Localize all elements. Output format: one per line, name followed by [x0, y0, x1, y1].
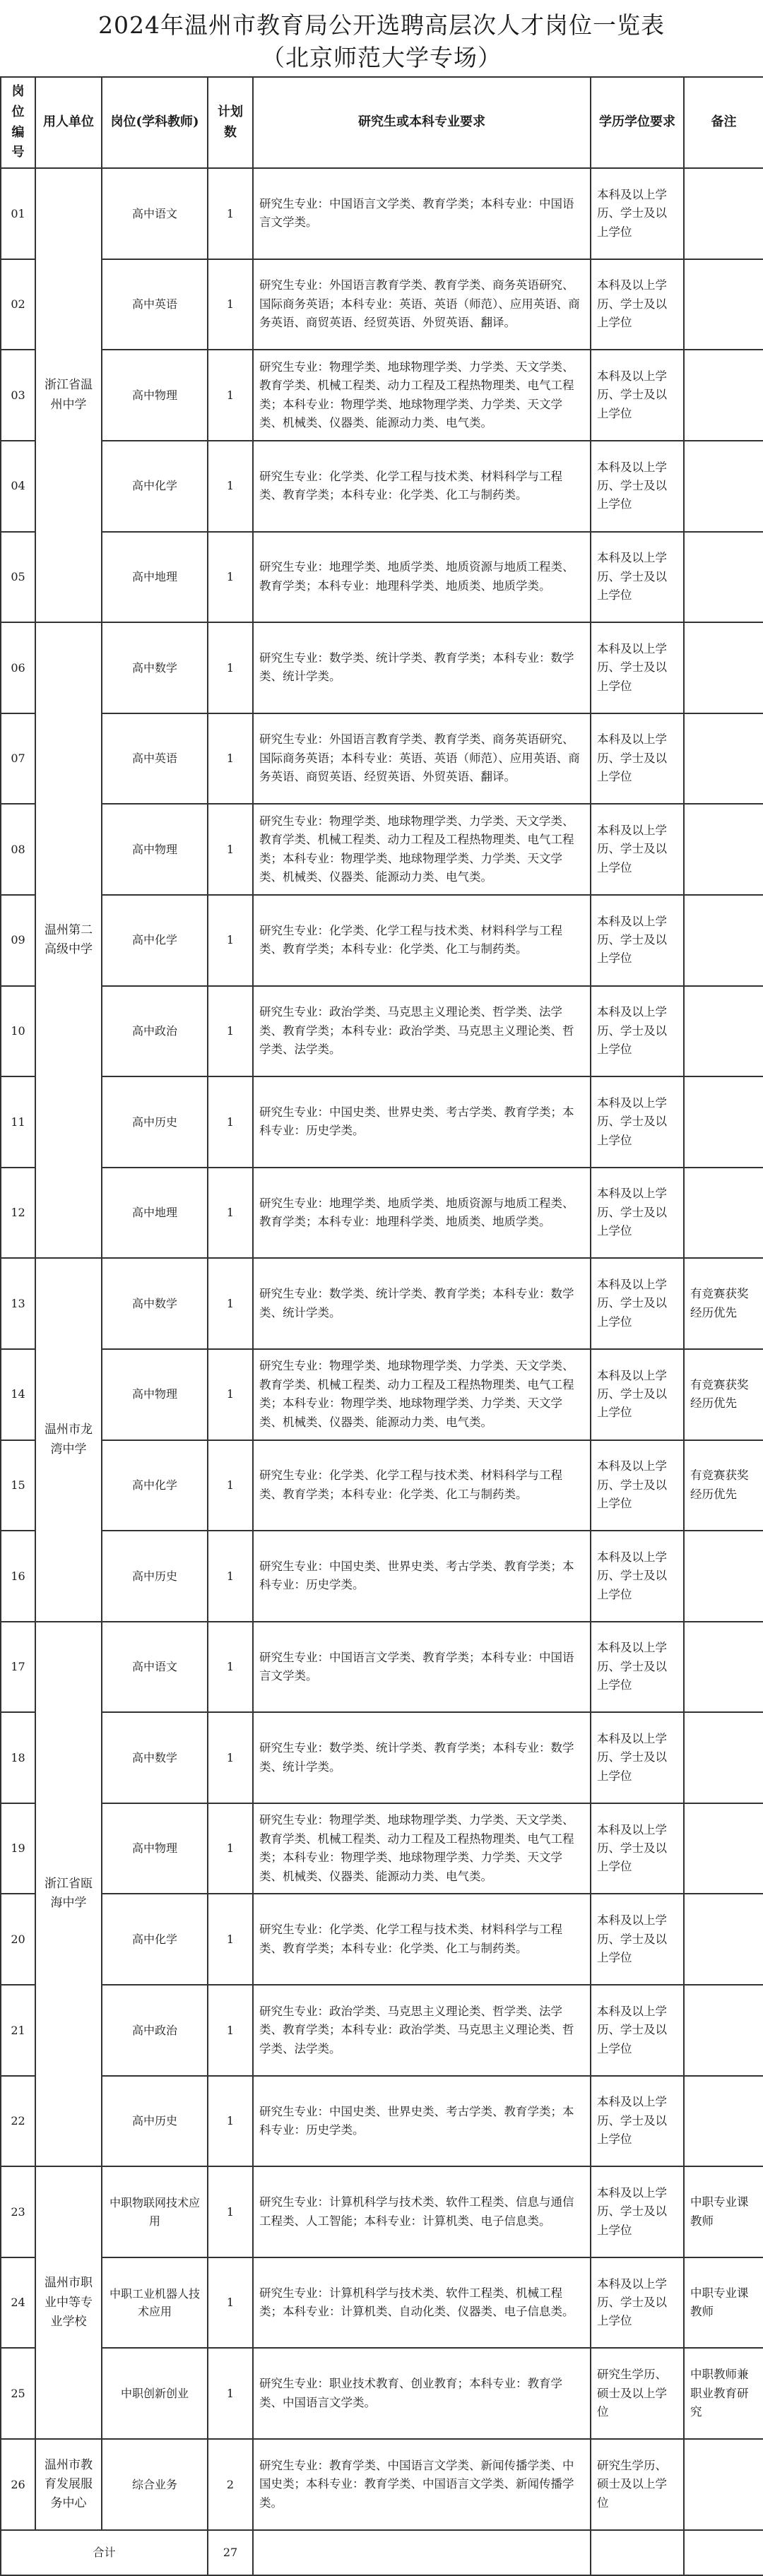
education-requirements: 本科及以上学历、学士及以上学位: [591, 1803, 684, 1894]
plan-count: 1: [208, 1803, 253, 1894]
plan-count: 1: [208, 1440, 253, 1531]
total-empty-edu: [591, 2530, 684, 2575]
position-subject: 高中数学: [102, 1712, 208, 1803]
table-row: [1, 1440, 763, 1531]
position-code: 08: [1, 804, 35, 895]
position-code: 20: [1, 1894, 35, 1985]
major-requirements: 研究生专业：数学类、统计学类、教育学类；本科专业：数学类、统计学类。: [253, 622, 591, 713]
plan-count: 1: [208, 1894, 253, 1985]
table-row: [1, 2166, 763, 2257]
position-subject: 中职创新创业: [102, 2348, 208, 2439]
position-subject: 综合业务: [102, 2439, 208, 2530]
table-header-row: [1, 77, 763, 168]
education-requirements: 本科及以上学历、学士及以上学位: [591, 804, 684, 895]
education-requirements: 本科及以上学历、学士及以上学位: [591, 986, 684, 1077]
remarks: [684, 1622, 763, 1713]
table-row: [1, 1349, 763, 1440]
table-row: [1, 1803, 763, 1894]
remarks: [684, 1894, 763, 1985]
major-requirements: 研究生专业：地理学类、地质学类、地质资源与地质工程类、教育学类；本科专业：地理科学类、地质类、地质学类。: [253, 1168, 591, 1259]
position-subject: 高中政治: [102, 986, 208, 1077]
position-code: 05: [1, 532, 35, 623]
plan-count: 1: [208, 986, 253, 1077]
employer-unit: 温州第二高级中学: [35, 622, 102, 1258]
plan-count: 1: [208, 1349, 253, 1440]
education-requirements: 本科及以上学历、学士及以上学位: [591, 259, 684, 350]
employer-unit: 温州市职业中等专业学校: [35, 2166, 102, 2439]
remarks: [684, 895, 763, 986]
education-requirements: 本科及以上学历、学士及以上学位: [591, 1168, 684, 1259]
major-requirements: 研究生专业：外国语言教育学类、教育学类、商务英语研究、国际商务英语；本科专业：英语、英语（师范）、应用英语、商务英语、商贸英语、经贸英语、外贸英语、翻译。: [253, 259, 591, 350]
education-requirements: 本科及以上学历、学士及以上学位: [591, 713, 684, 805]
position-code: 18: [1, 1712, 35, 1803]
education-requirements: 本科及以上学历、学士及以上学位: [591, 1076, 684, 1168]
table-row: [1, 2076, 763, 2167]
position-subject: 中职物联网技术应用: [102, 2166, 208, 2257]
major-requirements: 研究生专业：地理学类、地质学类、地质资源与地质工程类、教育学类；本科专业：地理科学类、地质类、地质学类。: [253, 532, 591, 623]
header-education: 学历学位要求: [591, 77, 684, 168]
plan-count: 1: [208, 713, 253, 805]
header-count: 计划数: [208, 77, 253, 168]
employer-unit: 浙江省温州中学: [35, 168, 102, 622]
employer-unit: 温州市教育发展服务中心: [35, 2439, 102, 2530]
plan-count: 1: [208, 532, 253, 623]
education-requirements: 本科及以上学历、学士及以上学位: [591, 350, 684, 441]
position-code: 14: [1, 1349, 35, 1440]
education-requirements: 本科及以上学历、学士及以上学位: [591, 1894, 684, 1985]
plan-count: 1: [208, 1168, 253, 1259]
position-code: 24: [1, 2257, 35, 2349]
remarks: [684, 532, 763, 623]
major-requirements: 研究生专业：化学类、化学工程与技术类、材料科学与工程类、教育学类；本科专业：化学类、化工与制药类。: [253, 1440, 591, 1531]
education-requirements: 本科及以上学历、学士及以上学位: [591, 1440, 684, 1531]
position-code: 12: [1, 1168, 35, 1259]
major-requirements: 研究生专业：化学类、化学工程与技术类、材料科学与工程类、教育学类；本科专业：化学类、化工与制药类。: [253, 895, 591, 986]
plan-count: 2: [208, 2439, 253, 2530]
remarks: [684, 1712, 763, 1803]
table-row: [1, 259, 763, 350]
position-subject: 高中物理: [102, 804, 208, 895]
education-requirements: 本科及以上学历、学士及以上学位: [591, 1258, 684, 1349]
position-code: 17: [1, 1622, 35, 1713]
position-subject: 高中数学: [102, 622, 208, 713]
position-code: 07: [1, 713, 35, 805]
position-subject: 高中历史: [102, 1076, 208, 1168]
position-subject: 高中地理: [102, 532, 208, 623]
employer-unit: 浙江省瓯海中学: [35, 1622, 102, 2167]
position-subject: 中职工业机器人技术应用: [102, 2257, 208, 2349]
major-requirements: 研究生专业：物理学类、地球物理学类、力学类、天文学类、教育学类、机械工程类、动力工程及工程热物理类、电气工程类；本科专业：物理学类、地球物理学类、力学类、天文学类、机械类、仪器类、能源动力类、电气类。: [253, 350, 591, 441]
plan-count: 1: [208, 895, 253, 986]
total-label: 合计: [1, 2530, 208, 2575]
education-requirements: 本科及以上学历、学士及以上学位: [591, 2166, 684, 2257]
position-subject: 高中历史: [102, 1531, 208, 1622]
education-requirements: 本科及以上学历、学士及以上学位: [591, 1622, 684, 1713]
position-code: 13: [1, 1258, 35, 1349]
table-body: [1, 168, 763, 2529]
major-requirements: 研究生专业：中国语言文学类、教育学类；本科专业：中国语言文学类。: [253, 1622, 591, 1713]
total-count: 27: [208, 2530, 253, 2575]
remarks: 中职教师兼职业教育研究: [684, 2348, 763, 2439]
table-row: [1, 1985, 763, 2076]
position-code: 19: [1, 1803, 35, 1894]
table-row: [1, 350, 763, 441]
major-requirements: 研究生专业：政治学类、马克思主义理论类、哲学类、法学类、教育学类；本科专业：政治学类、马克思主义理论类、哲学类、法学类。: [253, 986, 591, 1077]
plan-count: 1: [208, 168, 253, 259]
table-row: [1, 713, 763, 805]
remarks: [684, 2076, 763, 2167]
plan-count: 1: [208, 1531, 253, 1622]
position-subject: 高中语文: [102, 1622, 208, 1713]
plan-count: 1: [208, 2257, 253, 2349]
plan-count: 1: [208, 1985, 253, 2076]
plan-count: 1: [208, 259, 253, 350]
table-row: [1, 1531, 763, 1622]
major-requirements: 研究生专业：化学类、化学工程与技术类、材料科学与工程类、教育学类；本科专业：化学类、化工与制药类。: [253, 1894, 591, 1985]
plan-count: 1: [208, 2348, 253, 2439]
position-code: 21: [1, 1985, 35, 2076]
education-requirements: 本科及以上学历、学士及以上学位: [591, 2257, 684, 2349]
plan-count: 1: [208, 1622, 253, 1713]
position-code: 16: [1, 1531, 35, 1622]
position-subject: 高中化学: [102, 1894, 208, 1985]
education-requirements: 本科及以上学历、学士及以上学位: [591, 1531, 684, 1622]
plan-count: 1: [208, 622, 253, 713]
major-requirements: 研究生专业：职业技术教育、创业教育；本科专业：教育学类、中国语言文学类。: [253, 2348, 591, 2439]
position-subject: 高中英语: [102, 259, 208, 350]
remarks: 中职专业课教师: [684, 2166, 763, 2257]
position-code: 15: [1, 1440, 35, 1531]
major-requirements: 研究生专业：中国史类、世界史类、考古学类、教育学类；本科专业：历史学类。: [253, 1076, 591, 1168]
page-title: 2024年温州市教育局公开选聘高层次人才岗位一览表: [98, 11, 665, 39]
table-row: [1, 804, 763, 895]
plan-count: 1: [208, 1258, 253, 1349]
position-subject: 高中政治: [102, 1985, 208, 2076]
position-subject: 高中物理: [102, 1349, 208, 1440]
title-block: [0, 0, 763, 83]
education-requirements: 本科及以上学历、学士及以上学位: [591, 1349, 684, 1440]
header-code: 岗位编号: [1, 77, 35, 168]
education-requirements: 本科及以上学历、学士及以上学位: [591, 441, 684, 532]
position-code: 10: [1, 986, 35, 1077]
remarks: 有竞赛获奖经历优先: [684, 1258, 763, 1349]
table-row: [1, 2439, 763, 2530]
position-subject: 高中数学: [102, 1258, 208, 1349]
position-code: 26: [1, 2439, 35, 2530]
position-subject: 高中地理: [102, 1168, 208, 1259]
plan-count: 1: [208, 441, 253, 532]
remarks: [684, 259, 763, 350]
education-requirements: 本科及以上学历、学士及以上学位: [591, 532, 684, 623]
remarks: 有竞赛获奖经历优先: [684, 1440, 763, 1531]
plan-count: 1: [208, 1076, 253, 1168]
position-subject: 高中英语: [102, 713, 208, 805]
header-unit: 用人单位: [35, 77, 102, 168]
major-requirements: 研究生专业：中国史类、世界史类、考古学类、教育学类；本科专业：历史学类。: [253, 2076, 591, 2167]
table-row: [1, 441, 763, 532]
major-requirements: 研究生专业：教育学类、中国语言文学类、新闻传播学类、中国史类；本科专业：教育学类、中国语言文学类、新闻传播学类。: [253, 2439, 591, 2530]
remarks: [684, 1985, 763, 2076]
table-row: [1, 2257, 763, 2349]
header-note: 备注: [684, 77, 763, 168]
remarks: [684, 986, 763, 1077]
major-requirements: 研究生专业：外国语言教育学类、教育学类、商务英语研究、国际商务英语；本科专业：英语、英语（师范）、应用英语、商务英语、商贸英语、经贸英语、外贸英语、翻译。: [253, 713, 591, 805]
plan-count: 1: [208, 1712, 253, 1803]
remarks: [684, 350, 763, 441]
remarks: [684, 1168, 763, 1259]
major-requirements: 研究生专业：计算机科学与技术类、软件工程类、机械工程类；本科专业：计算机类、自动化类、仪器类、电子信息类。: [253, 2257, 591, 2349]
table-row: [1, 1076, 763, 1168]
major-requirements: 研究生专业：物理学类、地球物理学类、力学类、天文学类、教育学类、机械工程类、动力工程及工程热物理类、电气工程类；本科专业：物理学类、地球物理学类、力学类、天文学类、机械类、仪器类、能源动力类、电气类。: [253, 1349, 591, 1440]
position-code: 11: [1, 1076, 35, 1168]
major-requirements: 研究生专业：物理学类、地球物理学类、力学类、天文学类、教育学类、机械工程类、动力工程及工程热物理类、电气工程类；本科专业：物理学类、地球物理学类、力学类、天文学类、机械类、仪器类、能源动力类、电气类。: [253, 804, 591, 895]
education-requirements: 本科及以上学历、学士及以上学位: [591, 622, 684, 713]
position-subject: 高中化学: [102, 895, 208, 986]
position-code: 06: [1, 622, 35, 713]
plan-count: 1: [208, 2166, 253, 2257]
page-subtitle: （北京师范大学专场）: [261, 44, 502, 71]
total-empty-req: [253, 2530, 591, 2575]
total-row: [1, 2530, 763, 2575]
major-requirements: 研究生专业：化学类、化学工程与技术类、材料科学与工程类、教育学类；本科专业：化学类、化工与制药类。: [253, 441, 591, 532]
position-code: 25: [1, 2348, 35, 2439]
position-subject: 高中化学: [102, 441, 208, 532]
table-row: [1, 168, 763, 259]
remarks: [684, 713, 763, 805]
major-requirements: 研究生专业：政治学类、马克思主义理论类、哲学类、法学类、教育学类；本科专业：政治学类、马克思主义理论类、哲学类、法学类。: [253, 1985, 591, 2076]
plan-count: 1: [208, 2076, 253, 2167]
education-requirements: 本科及以上学历、学士及以上学位: [591, 1712, 684, 1803]
position-subject: 高中物理: [102, 350, 208, 441]
table-row: [1, 1894, 763, 1985]
position-code: 02: [1, 259, 35, 350]
education-requirements: 本科及以上学历、学士及以上学位: [591, 895, 684, 986]
table-row: [1, 895, 763, 986]
header-requirements: 研究生或本科专业要求: [253, 77, 591, 168]
education-requirements: 本科及以上学历、学士及以上学位: [591, 2076, 684, 2167]
employer-unit: 温州市龙湾中学: [35, 1258, 102, 1621]
position-subject: 高中化学: [102, 1440, 208, 1531]
position-code: 23: [1, 2166, 35, 2257]
remarks: [684, 1803, 763, 1894]
positions-table: [0, 76, 763, 2576]
header-post: 岗位(学科教师): [102, 77, 208, 168]
remarks: [684, 1531, 763, 1622]
remarks: [684, 441, 763, 532]
education-requirements: 研究生学历、硕士及以上学位: [591, 2439, 684, 2530]
major-requirements: 研究生专业：物理学类、地球物理学类、力学类、天文学类、教育学类、机械工程类、动力工程及工程热物理类、电气工程类；本科专业：物理学类、地球物理学类、力学类、天文学类、机械类、仪器类、能源动力类、电气类。: [253, 1803, 591, 1894]
remarks: 有竞赛获奖经历优先: [684, 1349, 763, 1440]
plan-count: 1: [208, 350, 253, 441]
position-code: 22: [1, 2076, 35, 2167]
table-row: [1, 1258, 763, 1349]
table-row: [1, 1622, 763, 1713]
remarks: [684, 168, 763, 259]
position-subject: 高中物理: [102, 1803, 208, 1894]
position-subject: 高中历史: [102, 2076, 208, 2167]
remarks: [684, 2439, 763, 2530]
position-code: 03: [1, 350, 35, 441]
remarks: 中职专业课教师: [684, 2257, 763, 2349]
education-requirements: 研究生学历、硕士及以上学位: [591, 2348, 684, 2439]
table-row: [1, 1168, 763, 1259]
table-row: [1, 622, 763, 713]
major-requirements: 研究生专业：中国史类、世界史类、考古学类、教育学类；本科专业：历史学类。: [253, 1531, 591, 1622]
major-requirements: 研究生专业：中国语言文学类、教育学类；本科专业：中国语言文学类。: [253, 168, 591, 259]
remarks: [684, 622, 763, 713]
table-row: [1, 532, 763, 623]
table-row: [1, 2348, 763, 2439]
position-code: 04: [1, 441, 35, 532]
education-requirements: 本科及以上学历、学士及以上学位: [591, 1985, 684, 2076]
education-requirements: 本科及以上学历、学士及以上学位: [591, 168, 684, 259]
total-empty-note: [684, 2530, 763, 2575]
major-requirements: 研究生专业：计算机科学与技术类、软件工程类、信息与通信工程类、人工智能；本科专业：计算机类、电子信息类。: [253, 2166, 591, 2257]
major-requirements: 研究生专业：数学类、统计学类、教育学类；本科专业：数学类、统计学类。: [253, 1258, 591, 1349]
remarks: [684, 804, 763, 895]
position-subject: 高中语文: [102, 168, 208, 259]
position-code: 01: [1, 168, 35, 259]
table-row: [1, 1712, 763, 1803]
major-requirements: 研究生专业：数学类、统计学类、教育学类；本科专业：数学类、统计学类。: [253, 1712, 591, 1803]
remarks: [684, 1076, 763, 1168]
plan-count: 1: [208, 804, 253, 895]
table-row: [1, 986, 763, 1077]
position-code: 09: [1, 895, 35, 986]
